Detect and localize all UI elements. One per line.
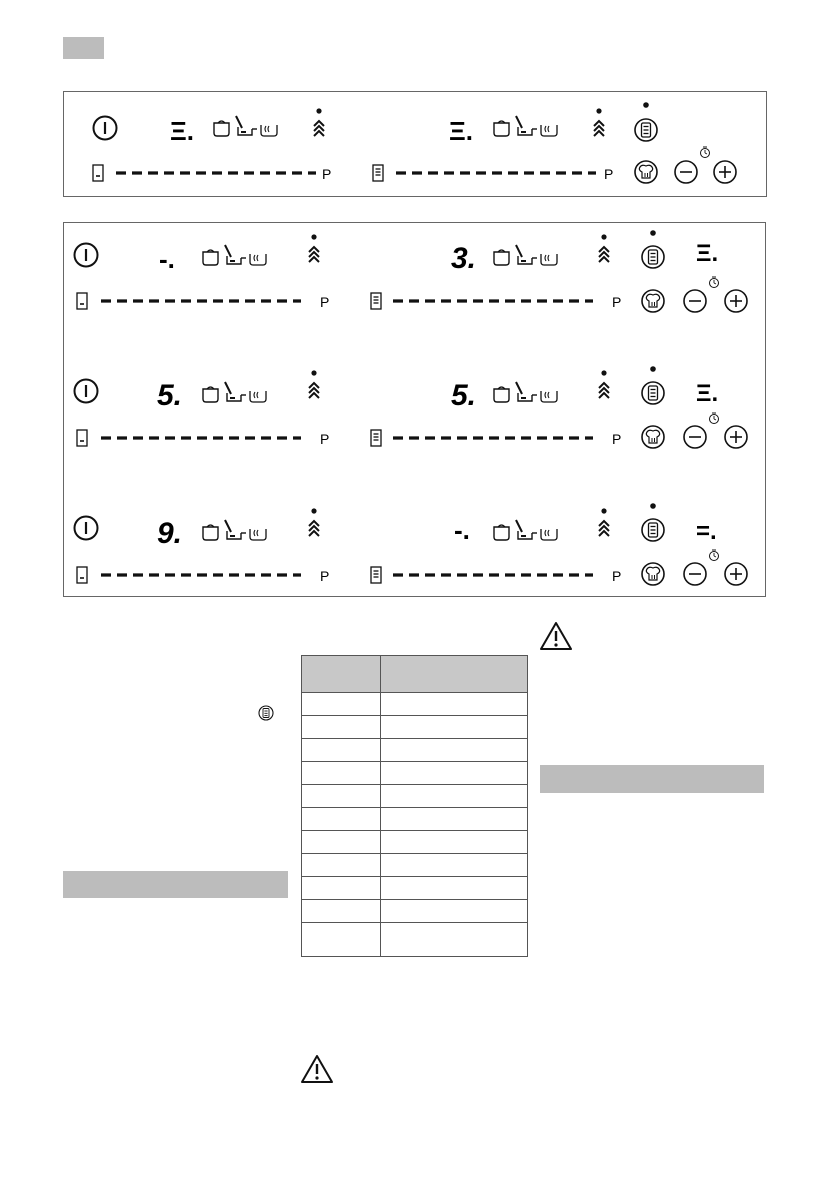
zone-select-icon[interactable] [642, 382, 664, 404]
slider-end-label: P [320, 431, 330, 447]
plus-icon[interactable] [714, 161, 736, 183]
table-header-cell [302, 656, 381, 693]
cookware-icons [203, 520, 266, 540]
zone-select-icon[interactable] [635, 119, 657, 141]
section-heading-bar-right [540, 765, 764, 793]
timer-clock-icon [710, 550, 719, 561]
zone-display: -. [159, 244, 175, 274]
table-row [302, 808, 528, 831]
table-row [302, 877, 528, 900]
zone-display: Ξ. [170, 116, 194, 146]
cookware-icons [214, 116, 277, 136]
minus-icon[interactable] [675, 161, 697, 183]
zone-display: 5. [451, 379, 477, 412]
zone-select-icon [258, 705, 274, 721]
slider-end-label: P [612, 568, 622, 584]
power-icon[interactable] [94, 117, 117, 140]
cookware-icons [494, 245, 557, 265]
pan-size-icon [77, 430, 87, 446]
plus-icon[interactable] [725, 426, 747, 448]
pan-size-icon [371, 293, 381, 309]
timer-clock-icon [710, 277, 719, 288]
settings-table [301, 655, 528, 957]
slider-end-label: P [320, 568, 330, 584]
cookware-icons [203, 245, 266, 265]
table-row [302, 923, 528, 957]
header-tab [63, 37, 104, 59]
minus-icon[interactable] [684, 290, 706, 312]
warning-icon [300, 1054, 334, 1084]
power-icon[interactable] [75, 517, 98, 540]
pan-size-icon [373, 165, 383, 181]
table-row [302, 693, 528, 716]
booster-icon[interactable] [309, 508, 319, 536]
pan-size-icon [371, 567, 381, 583]
control-panel-top [63, 91, 767, 197]
zone-display: 5. [157, 379, 183, 412]
zone-display: -. [454, 515, 470, 545]
power-icon[interactable] [75, 380, 98, 403]
table-row [302, 854, 528, 877]
slider-end-label: P [604, 166, 614, 182]
timer-clock-icon [710, 413, 719, 424]
control-panel-bottom [63, 222, 766, 597]
zone-display: Ξ. [449, 116, 473, 146]
slider-end-label: P [612, 294, 622, 310]
chef-hat-icon[interactable] [642, 426, 664, 448]
pan-size-icon [93, 165, 103, 181]
chef-hat-icon[interactable] [635, 161, 657, 183]
pan-size-icon [371, 430, 381, 446]
slider-end-label: P [322, 166, 332, 182]
timer-display: =. [696, 518, 717, 545]
minus-icon[interactable] [684, 426, 706, 448]
panel-bottom-drawing [64, 223, 765, 596]
table-row [302, 739, 528, 762]
indicator-dot [643, 102, 649, 108]
chef-hat-icon[interactable] [642, 563, 664, 585]
minus-icon[interactable] [684, 563, 706, 585]
pan-size-icon [77, 293, 87, 309]
table-row [302, 785, 528, 808]
cookware-icons [494, 116, 557, 136]
warning-icon [539, 621, 573, 651]
booster-icon[interactable] [309, 234, 319, 262]
panel-top-drawing [64, 92, 766, 196]
table-row [302, 762, 528, 785]
cookware-icons [494, 520, 557, 540]
zone-select-icon[interactable] [642, 519, 664, 541]
slider-end-label: P [320, 294, 330, 310]
cookware-icons [203, 382, 266, 402]
booster-icon[interactable] [314, 108, 324, 136]
zone-display: 9. [157, 517, 183, 550]
table-row [302, 831, 528, 854]
table-row [302, 716, 528, 739]
table-header-row [302, 656, 528, 693]
booster-icon[interactable] [599, 370, 609, 398]
pan-size-icon [77, 567, 87, 583]
cookware-icons [494, 382, 557, 402]
slider-end-label: P [612, 431, 622, 447]
booster-icon[interactable] [594, 108, 604, 136]
timer-display: Ξ. [696, 380, 719, 407]
booster-icon[interactable] [309, 370, 319, 398]
section-heading-bar-left [63, 871, 288, 898]
chef-hat-icon[interactable] [642, 290, 664, 312]
power-icon[interactable] [75, 244, 98, 267]
plus-icon[interactable] [725, 563, 747, 585]
table-header-cell [381, 656, 528, 693]
plus-icon[interactable] [725, 290, 747, 312]
timer-display: Ξ. [696, 240, 719, 267]
table-row [302, 900, 528, 923]
booster-icon[interactable] [599, 234, 609, 262]
zone-display: 3. [451, 242, 477, 275]
booster-icon[interactable] [599, 508, 609, 536]
timer-clock-icon [701, 147, 710, 158]
zone-select-icon[interactable] [642, 246, 664, 268]
